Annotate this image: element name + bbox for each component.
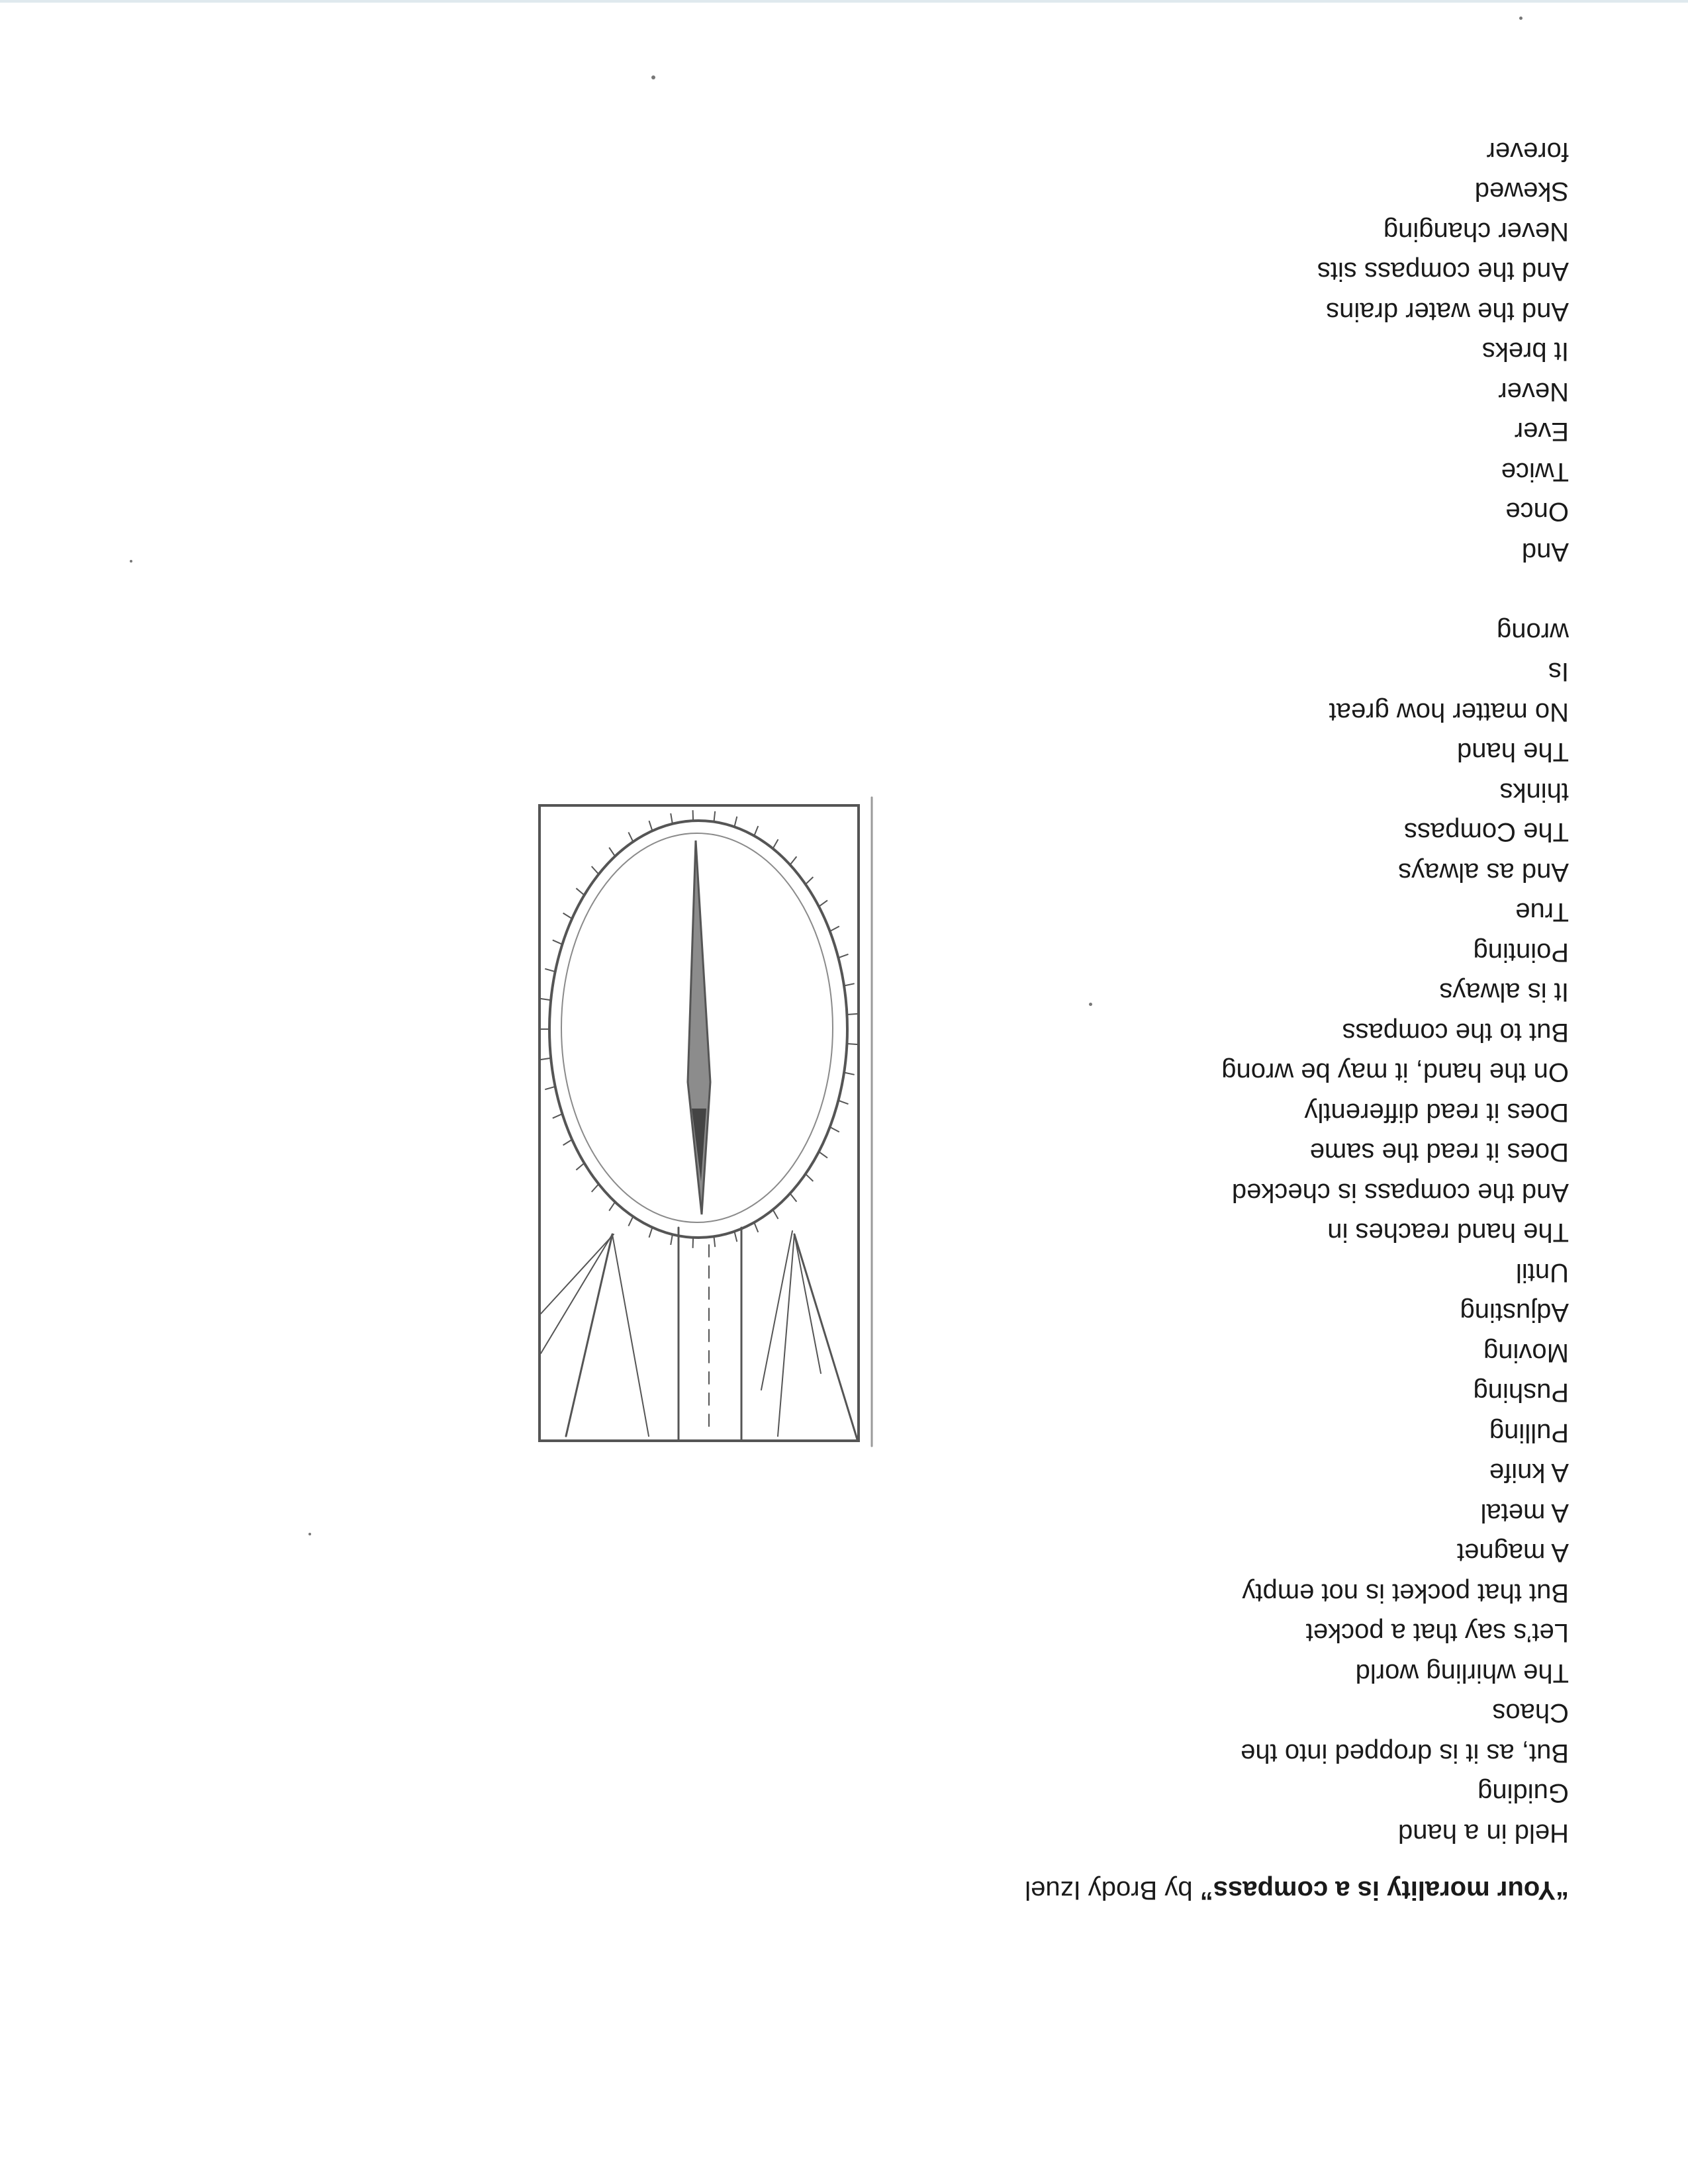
scan-speck [1519, 17, 1523, 20]
dial-tick [671, 1234, 673, 1245]
dial-tick [563, 913, 573, 919]
poem-line: And as always [1398, 858, 1569, 887]
poem-line: And [1521, 537, 1569, 567]
poem-line: Pulling [1489, 1418, 1569, 1447]
poem-byline: by Brody Izuel [1025, 1876, 1200, 1905]
poem-line: Chaos [1492, 1698, 1569, 1728]
dial-tick [714, 1236, 716, 1247]
ray [794, 1234, 821, 1373]
poem-line: Adjusting [1460, 1298, 1569, 1328]
dial-tick [671, 813, 673, 824]
dial-tick [693, 810, 694, 821]
dial-tick [773, 839, 778, 848]
stanza-break [1221, 572, 1569, 612]
dial-tick [819, 1152, 827, 1158]
poem-body [1221, 132, 1569, 1854]
poem-line: forever [1486, 137, 1569, 166]
dial-tick [838, 954, 848, 958]
dial-tick [844, 1073, 855, 1075]
dial-tick [773, 1210, 778, 1219]
poem-line: Until [1515, 1258, 1569, 1287]
poem-line: Guiding [1477, 1778, 1569, 1808]
dial-tick [844, 983, 855, 985]
poem-line: It is always [1439, 978, 1569, 1007]
dial-tick [830, 927, 839, 932]
poem-line: Held in a hand [1398, 1819, 1569, 1848]
dial-tick [838, 1101, 848, 1105]
dial-tick [649, 1228, 653, 1238]
dial-tick [540, 999, 551, 1000]
poem-line: True [1515, 897, 1569, 927]
poem-line: Never changing [1383, 217, 1569, 246]
poem-line: Never [1498, 377, 1569, 406]
scan-speck [1089, 1003, 1092, 1006]
poem-line: No matter how great [1329, 698, 1569, 727]
poem-line: The Compass [1404, 817, 1569, 847]
poem-line: And the compass sits [1317, 257, 1569, 287]
poem-line: Moving [1483, 1338, 1569, 1367]
poem-line: Skewed [1474, 177, 1569, 206]
poem-title-main: “Your morality is a compass” [1199, 1876, 1569, 1905]
compass-sketch [520, 791, 877, 1453]
dial-tick [609, 848, 615, 856]
dial-tick [693, 1238, 694, 1248]
poem-line: But that pocket is not empty [1242, 1578, 1569, 1608]
poem-line: Twice [1501, 457, 1569, 486]
dial-tick [790, 856, 797, 865]
ray [541, 1234, 612, 1353]
dial-tick [754, 1222, 758, 1232]
poem-line: Ever [1514, 417, 1569, 447]
dial-tick [806, 877, 814, 884]
dial-tick [553, 1114, 563, 1118]
poem-line: thinks [1499, 778, 1569, 807]
dial-tick [830, 1127, 839, 1132]
poem-title [1025, 1874, 1569, 1906]
dial-tick [545, 969, 555, 972]
ray [794, 1234, 857, 1439]
dial-tick [576, 888, 584, 895]
poem-line: The whirling world [1355, 1659, 1569, 1688]
poem-line: wrong [1497, 617, 1569, 647]
dial-tick [609, 1202, 615, 1210]
poem-line: Does it read the same [1309, 1138, 1569, 1167]
dial-tick [592, 866, 599, 874]
dial-tick [806, 1174, 814, 1181]
dial-tick [734, 817, 737, 827]
poem-line: Is [1548, 657, 1569, 687]
poem-line: It breks [1481, 337, 1569, 367]
poem-line: But to the compass [1342, 1018, 1569, 1047]
poem-line: Once [1505, 497, 1569, 527]
poem-line: The hand [1456, 737, 1569, 767]
poem-line: The hand reaches in [1327, 1218, 1569, 1248]
dial-tick [563, 1140, 573, 1146]
dial-tick [649, 821, 653, 831]
poem-line: A magnet [1456, 1538, 1569, 1568]
poem-line: And the water drains [1326, 297, 1569, 326]
poem-line: Pointing [1473, 938, 1569, 967]
dial-tick [540, 1058, 551, 1060]
poem-line: Let’s say that a pocket [1305, 1618, 1569, 1648]
dial-tick [790, 1193, 797, 1202]
ray [612, 1234, 649, 1436]
dial-tick [819, 900, 827, 906]
dial-tick [754, 826, 758, 836]
dial-tick [592, 1184, 599, 1192]
poem-line: And the compass is checked [1231, 1178, 1569, 1207]
poem-line: A metal [1480, 1498, 1569, 1527]
dial-tick [628, 833, 633, 842]
dial-tick [847, 1014, 858, 1015]
dial-tick [553, 940, 563, 944]
scan-speck [130, 560, 132, 563]
ray [566, 1234, 612, 1436]
dial-tick [714, 811, 716, 822]
poem-line: But, as it is dropped into the [1241, 1739, 1569, 1768]
dial-tick [576, 1163, 584, 1170]
dial-tick [734, 1232, 737, 1242]
poem-line: Pushing [1473, 1378, 1569, 1408]
dial-tick [545, 1087, 555, 1089]
poem-line: Does it read differently [1304, 1098, 1569, 1127]
poem-line: On the hand, it may be wrong [1221, 1058, 1569, 1087]
dial-tick [628, 1216, 633, 1226]
scan-speck [651, 75, 655, 79]
poem-line: A knife [1489, 1458, 1569, 1488]
scan-speck [308, 1533, 311, 1535]
